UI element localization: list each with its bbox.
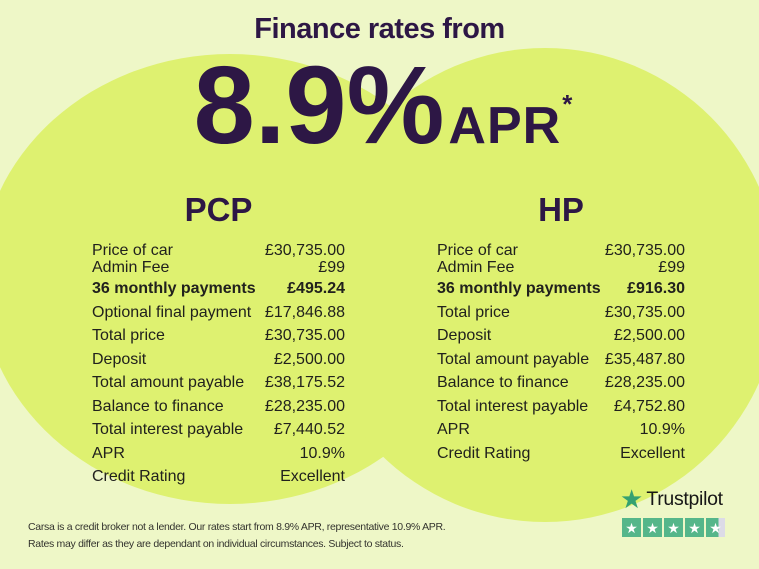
row-label: 36 monthly payments bbox=[437, 280, 601, 297]
table-row bbox=[437, 398, 685, 415]
trustpilot-star-icon: ★ bbox=[620, 484, 644, 514]
row-label: Deposit bbox=[437, 327, 492, 344]
table-row bbox=[437, 242, 685, 259]
row-label: Balance to finance bbox=[437, 374, 569, 391]
table-row bbox=[437, 374, 685, 391]
row-label: 36 monthly payments bbox=[92, 280, 256, 297]
legal-disclaimer bbox=[28, 519, 498, 552]
row-value: £2,500.00 bbox=[273, 350, 345, 368]
trustpilot-rating-stars bbox=[622, 518, 740, 537]
table-row bbox=[92, 445, 345, 462]
row-label: Total amount payable bbox=[92, 374, 245, 391]
row-value: £30,735.00 bbox=[604, 303, 685, 321]
rate-apr-label: APR bbox=[448, 97, 562, 155]
trustpilot-rating-star-icon: ★ bbox=[622, 518, 641, 537]
table-row bbox=[92, 327, 345, 344]
trustpilot-wordmark: Trustpilot bbox=[646, 487, 723, 510]
hp-column-title: HP bbox=[538, 191, 584, 228]
row-value: £4,752.80 bbox=[613, 397, 685, 415]
row-value: £28,235.00 bbox=[604, 374, 685, 391]
row-value: £30,735.00 bbox=[264, 327, 345, 344]
row-label: Deposit bbox=[92, 350, 147, 368]
row-label: Credit Rating bbox=[92, 468, 186, 485]
row-value: £30,735.00 bbox=[264, 242, 345, 259]
row-value: 10.9% bbox=[299, 444, 345, 462]
table-row bbox=[92, 259, 345, 276]
banner-title: Finance rates from bbox=[254, 13, 505, 45]
row-label: Admin Fee bbox=[437, 259, 515, 276]
row-label: Total interest payable bbox=[92, 421, 244, 438]
table-row bbox=[92, 421, 345, 438]
row-label: Optional final payment bbox=[92, 303, 252, 321]
table-row bbox=[92, 398, 345, 415]
hp-rows bbox=[437, 242, 685, 462]
row-label: Price of car bbox=[92, 242, 173, 259]
table-row bbox=[437, 304, 685, 321]
table-row bbox=[437, 421, 685, 438]
row-value: 10.9% bbox=[639, 421, 685, 438]
row-value: £30,735.00 bbox=[604, 242, 685, 259]
pcp-column-title: PCP bbox=[184, 191, 253, 228]
row-value: £17,846.88 bbox=[264, 303, 345, 321]
trustpilot-rating-star-icon: ★ bbox=[664, 518, 683, 537]
row-value: £7,440.52 bbox=[273, 421, 345, 438]
trustpilot-rating-star-icon: ★ bbox=[643, 518, 662, 537]
row-label: Total amount payable bbox=[437, 350, 590, 368]
table-row bbox=[437, 445, 685, 462]
row-label: Price of car bbox=[437, 242, 518, 259]
table-row bbox=[437, 280, 685, 297]
row-label: Total price bbox=[92, 327, 165, 344]
rate-value: 8.9% bbox=[193, 44, 445, 167]
table-row bbox=[92, 242, 345, 259]
pcp-column bbox=[92, 192, 345, 485]
pcp-rows bbox=[92, 242, 345, 485]
trustpilot-logo bbox=[620, 484, 740, 514]
row-label: APR bbox=[437, 421, 470, 438]
table-row bbox=[92, 280, 345, 297]
rate-asterisk: * bbox=[562, 89, 573, 119]
row-value: £99 bbox=[318, 259, 345, 276]
headline-rate bbox=[0, 44, 759, 167]
row-value: Excellent bbox=[620, 444, 685, 462]
row-value: £38,175.52 bbox=[264, 374, 345, 391]
table-row bbox=[92, 351, 345, 368]
row-label: Credit Rating bbox=[437, 444, 531, 462]
table-row bbox=[92, 468, 345, 485]
trustpilot-badge bbox=[620, 484, 740, 537]
disclaimer-line-1: Carsa is a credit broker not a lender. Our rates start from 8.9% APR, representative 10.9% APR. bbox=[28, 521, 446, 533]
row-value: £28,235.00 bbox=[264, 397, 345, 415]
hp-column bbox=[437, 192, 685, 462]
row-label: APR bbox=[92, 444, 125, 462]
row-value: Excellent bbox=[280, 468, 345, 485]
row-value: £2,500.00 bbox=[613, 327, 685, 344]
row-label: Balance to finance bbox=[92, 397, 224, 415]
trustpilot-rating-star-icon: ★ bbox=[685, 518, 704, 537]
trustpilot-rating-star-half-icon: ★ bbox=[706, 518, 725, 537]
disclaimer-line-2: Rates may differ as they are dependant on individual circumstances. Subject to status. bbox=[28, 537, 404, 550]
table-row bbox=[437, 327, 685, 344]
table-row bbox=[92, 304, 345, 321]
row-value: £35,487.80 bbox=[604, 350, 685, 368]
row-label: Total price bbox=[437, 303, 510, 321]
table-row bbox=[92, 374, 345, 391]
row-label: Admin Fee bbox=[92, 259, 170, 276]
table-row bbox=[437, 351, 685, 368]
row-label: Total interest payable bbox=[437, 397, 589, 415]
row-value: £99 bbox=[658, 259, 685, 276]
row-value: £916.30 bbox=[627, 280, 685, 297]
row-value: £495.24 bbox=[287, 280, 345, 297]
table-row bbox=[437, 259, 685, 276]
